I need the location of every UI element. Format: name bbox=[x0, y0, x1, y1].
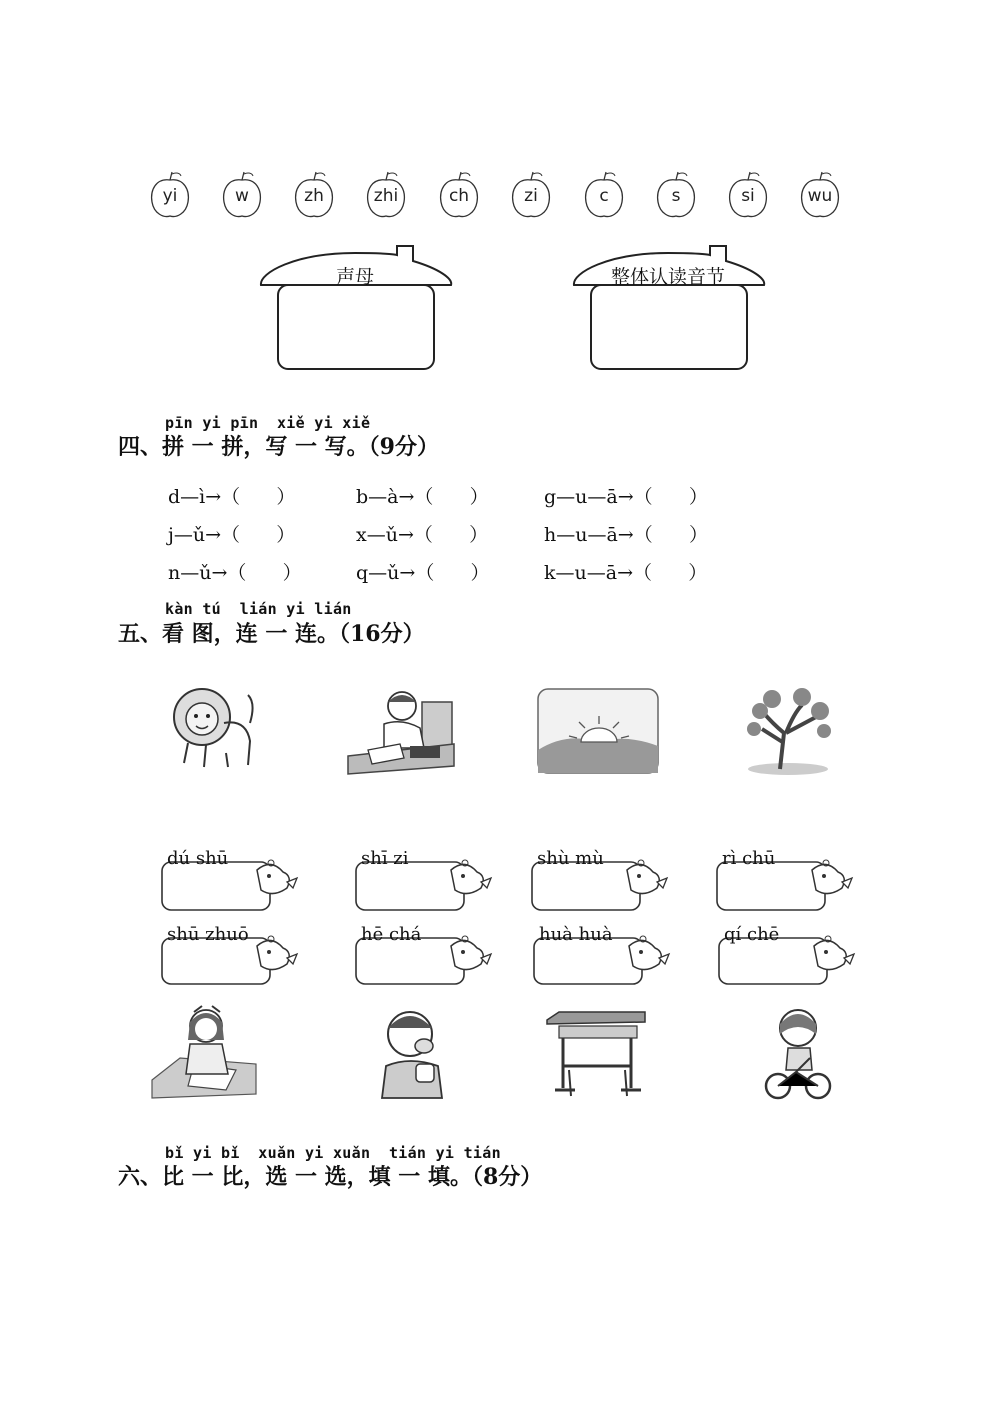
word-card[interactable] bbox=[355, 924, 505, 984]
tree-picture bbox=[742, 683, 834, 775]
apple-card[interactable] bbox=[292, 170, 336, 222]
apple-card[interactable] bbox=[509, 170, 553, 222]
apple-card[interactable] bbox=[798, 170, 842, 222]
apple-label: zhi bbox=[373, 186, 399, 206]
apple-label: si bbox=[741, 186, 755, 206]
card-pinyin: rì chū bbox=[722, 848, 776, 869]
apple-card[interactable] bbox=[437, 170, 481, 222]
exercise-item: n—ǔ→（ ） bbox=[168, 562, 302, 584]
apple-label: c bbox=[599, 186, 609, 206]
boy-drinking-tea-picture bbox=[376, 1006, 450, 1100]
apple-label: zi bbox=[524, 186, 538, 206]
house-title: 整体认读音节 bbox=[610, 266, 725, 288]
section4-pinyin: pīn yi pīn xiě yi xiě bbox=[165, 414, 371, 432]
section5-pinyin: kàn tú lián yi lián bbox=[165, 600, 352, 618]
exercise-item: k—u—ā→（ ） bbox=[544, 562, 708, 584]
apple-label: s bbox=[671, 186, 681, 206]
card-pinyin: huà huà bbox=[539, 924, 613, 945]
card-pinyin: hē chá bbox=[361, 924, 422, 945]
word-card[interactable] bbox=[718, 924, 868, 984]
card-pinyin: shù mù bbox=[537, 848, 604, 869]
section6-pinyin: bǐ yi bǐ xuǎn yi xuǎn tián yi tián bbox=[165, 1144, 501, 1162]
exercise-item: j—ǔ→（ ） bbox=[168, 524, 296, 546]
card-pinyin: shī zi bbox=[361, 848, 409, 869]
exercise-item: b—à→（ ） bbox=[356, 486, 489, 508]
house-whole-syllables[interactable] bbox=[568, 243, 768, 373]
section6-heading: 六、比 一 比，选 一 选，填 一 填。（8分） bbox=[118, 1164, 543, 1190]
word-card[interactable] bbox=[161, 924, 311, 984]
boy-reading-picture bbox=[344, 684, 456, 776]
desk-picture bbox=[545, 1010, 647, 1098]
apple-card[interactable] bbox=[364, 170, 408, 222]
lion-picture bbox=[166, 683, 262, 773]
exercise-item: q—ǔ→（ ） bbox=[356, 562, 490, 584]
word-card[interactable] bbox=[531, 848, 681, 908]
apple-label: ch bbox=[448, 186, 470, 206]
apple-label: w bbox=[235, 186, 249, 206]
exercise-item: x—ǔ→（ ） bbox=[356, 524, 489, 546]
sunrise-picture bbox=[537, 688, 659, 774]
exercise-item: d—ì→（ ） bbox=[168, 486, 296, 508]
apple-card[interactable] bbox=[148, 170, 192, 222]
section4-heading: 四、拼 一 拼，写 一 写。（9分） bbox=[118, 434, 439, 460]
card-pinyin: shū zhuō bbox=[167, 924, 249, 945]
word-card[interactable] bbox=[533, 924, 683, 984]
card-pinyin: qí chē bbox=[724, 924, 780, 945]
section5-heading: 五、看 图，连 一 连。（16分） bbox=[118, 621, 425, 647]
exercise-item: h—u—ā→（ ） bbox=[544, 524, 708, 546]
word-card[interactable] bbox=[716, 848, 866, 908]
apple-card[interactable] bbox=[220, 170, 264, 222]
girl-drawing-picture bbox=[150, 1004, 258, 1100]
apple-card[interactable] bbox=[654, 170, 698, 222]
apple-card[interactable] bbox=[582, 170, 626, 222]
apple-card[interactable] bbox=[726, 170, 770, 222]
girl-riding-bike-picture bbox=[762, 1004, 832, 1100]
house-initials[interactable] bbox=[255, 243, 455, 373]
house-title: 声母 bbox=[335, 266, 374, 288]
apple-label: wu bbox=[807, 186, 833, 206]
exercise-item: g—u—ā→（ ） bbox=[544, 486, 708, 508]
apple-label: zh bbox=[304, 186, 324, 206]
apple-label: yi bbox=[162, 186, 178, 206]
word-card[interactable] bbox=[355, 848, 505, 908]
card-pinyin: dú shū bbox=[167, 848, 229, 869]
word-card[interactable] bbox=[161, 848, 311, 908]
